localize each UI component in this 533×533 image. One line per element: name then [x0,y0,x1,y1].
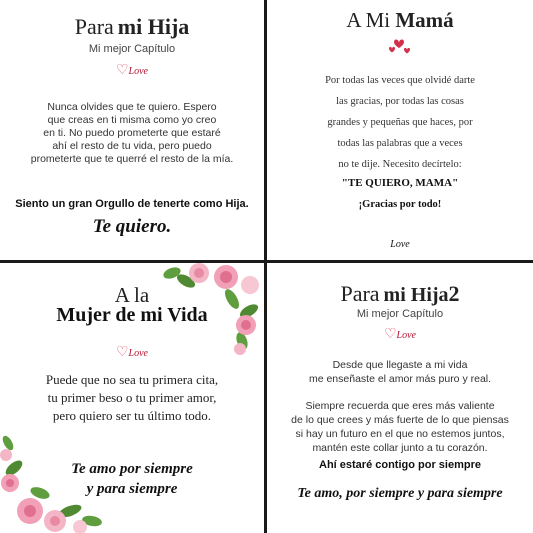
card3-body-line: tu primer beso o tu primer amor, [47,390,217,405]
card1-body-line: en ti. No puedo prometerte que estaré [43,127,221,139]
card1-love: Love [128,66,148,77]
heart-outline-icon: ♡ [383,325,397,342]
card2-body-line: Por todas las veces que olvidé darte [325,75,475,86]
card2-body-line: no te dije. Necesito decírtelo: [338,159,462,170]
card2-emphasis-quote: "TE QUIERO, MAMA" [341,177,459,189]
card4-para1 [267,358,533,386]
card4-para1-line: me enseñaste el amor más puro y real. [308,373,492,385]
card2-title-bold: Mamá [395,8,454,32]
card2-title-prefix: A Mi [346,8,391,32]
card1-closing: Te quiero. [92,216,172,237]
card3-body [0,371,264,425]
heart-outline-icon: ♡ [115,343,129,360]
card3-body-line: pero quiero ser tu último todo. [52,408,212,423]
heart-outline-icon: ♡ [115,61,129,78]
card3-closing-line: y para siempre [86,481,178,497]
card3-love: Love [128,348,148,359]
card2-body-line: todas las palabras que a veces [337,138,463,149]
card1-title [0,14,264,40]
card2-love: Love [390,239,410,250]
card-a-mi-mama [267,0,533,260]
card4-title-bold: mi Hija [383,284,449,306]
card3-body-line: Puede que no sea tu primera cita, [45,372,219,387]
card4-para2-line: mantén este collar junto a tu corazón. [312,442,488,454]
card1-title-bold: mi Hija [117,14,190,39]
card2-body [267,70,533,175]
card4-emphasis: Ahí estaré contigo por siempre [319,459,481,471]
card-mujer-de-mi-vida [0,263,264,533]
card1-body-line: Nunca olvides que te quiero. Espero [47,101,217,113]
card1-body [0,101,264,166]
card4-para2-line: de lo que crees y más fuerte de lo que piensas [291,414,509,426]
card4-love: Love [396,330,416,341]
card4-para2 [267,399,533,455]
card4-para2-line: Siempre recuerda que eres más valiente [305,400,495,412]
card2-body-line: grandes y pequeñas que haces, por [327,117,473,128]
card1-title-prefix: Para [74,14,114,39]
card3-closing-line: Te amo por siempre [71,461,193,477]
hearts-icon [267,34,533,58]
card4-love-mark [267,325,533,343]
card3-love-mark [0,343,264,361]
card3-title-line1: A la [114,283,150,307]
card-para-mi-hija [0,0,264,260]
card3-closing [0,459,264,499]
card2-body-line: las gracias, por todas las cosas [336,96,464,107]
card4-number: 2 [448,281,460,306]
card2-love-mark [267,234,533,252]
card4-title-prefix: Para [340,281,380,306]
card1-love-mark [0,61,264,79]
card1-body-line: prometerte que te querré el resto de la mía. [30,153,234,165]
card4-subtitle: Mi mejor Capítulo [356,308,444,320]
card4-title [267,281,533,307]
card1-body-line: ahí el resto de tu vida, pero puedo [52,140,212,152]
card1-body-line: que creas en ti misma como yo creo [47,114,217,126]
card1-emphasis: Siento un gran Orgullo de tenerte como Hija. [15,198,249,210]
card1-subtitle: Mi mejor Capítulo [88,43,176,55]
card4-para2-line: si hay un futuro en el que no estemos juntos, [295,428,505,440]
card-para-mi-hija-2 [267,263,533,533]
card2-title [267,8,533,33]
card3-title-line2: Mujer de mi Vida [56,304,208,326]
card2-emphasis-thanks: ¡Gracias por todo! [358,199,442,210]
card4-closing: Te amo, por siempre y para siempre [297,486,503,501]
card4-para1-line: Desde que llegaste a mi vida [332,359,468,371]
